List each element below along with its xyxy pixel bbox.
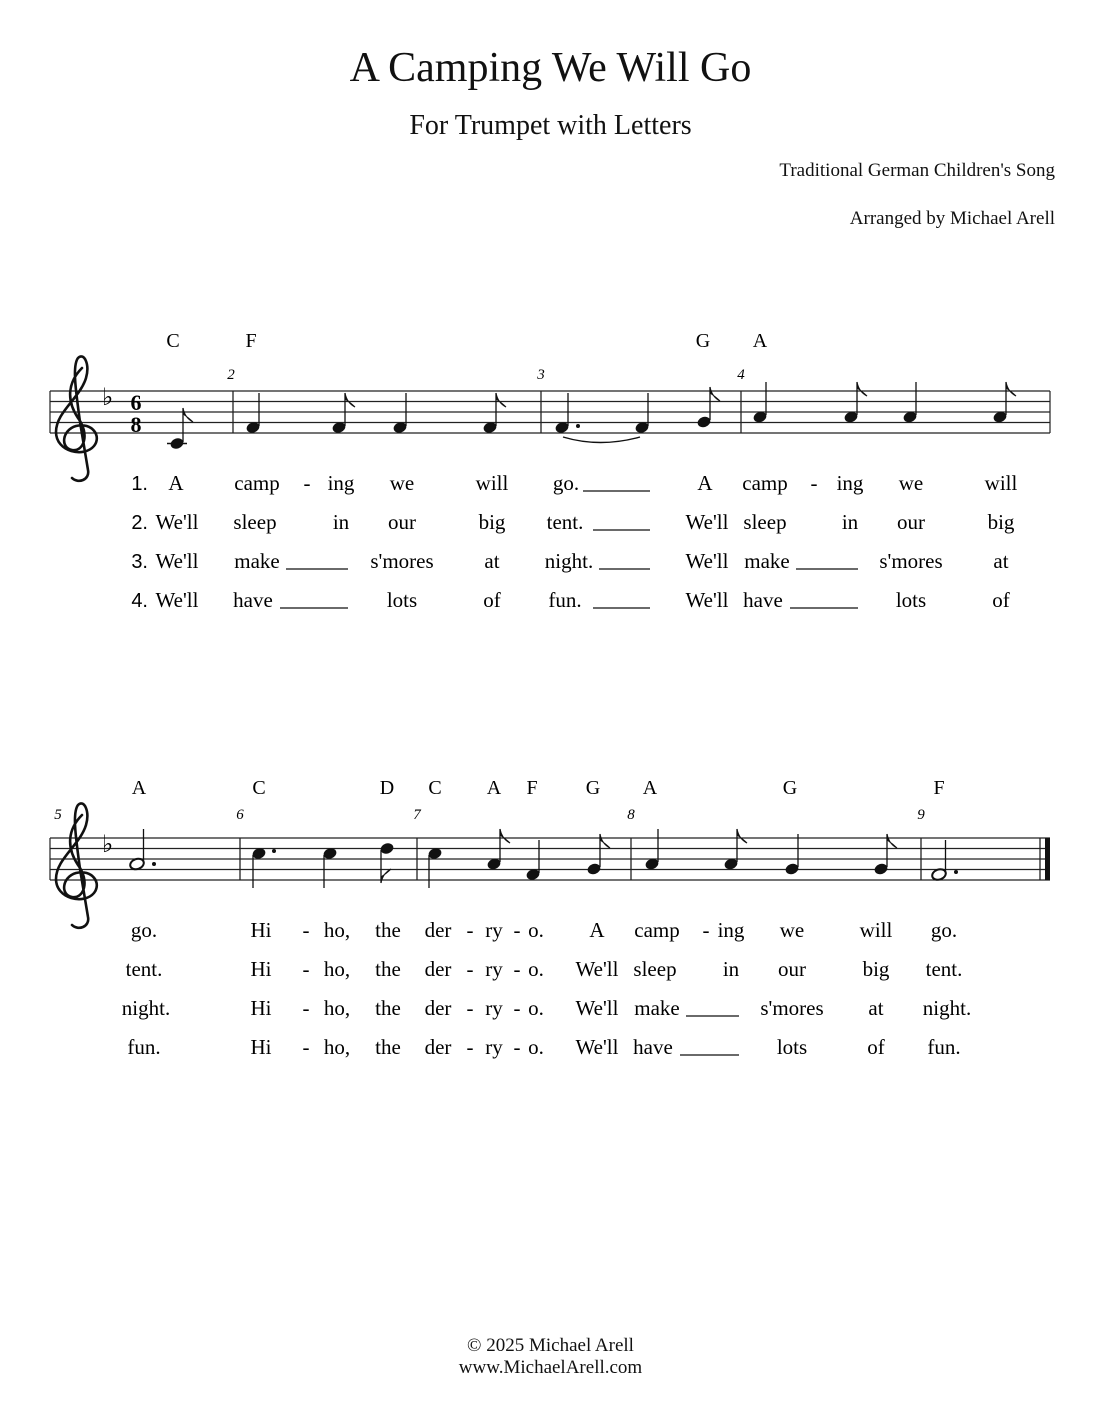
note-flag	[500, 829, 510, 843]
lyric-syllable: We'll	[575, 996, 619, 1020]
lyric-syllable: lots	[895, 588, 927, 612]
dot	[954, 870, 958, 874]
lyric-syllable: -	[302, 918, 310, 942]
arranger-credit: Arranged by Michael Arell	[849, 208, 1055, 229]
measure-number: 8	[627, 807, 635, 823]
lyric-syllable: in	[722, 957, 740, 981]
lyric-syllable: Hi	[250, 996, 272, 1020]
lyric-syllable: at	[868, 996, 884, 1020]
measure-number: 2	[227, 367, 235, 383]
lyric-syllable: A	[697, 471, 713, 495]
lyric-syllable: tent.	[925, 957, 963, 981]
lyric-syllable: have	[743, 588, 783, 612]
flat-key-signature: ♭	[102, 830, 114, 858]
lyric-syllable: night.	[544, 549, 594, 573]
lyric-syllable: -	[810, 471, 818, 495]
note-letter: A	[486, 777, 502, 799]
time-signature-top: 6	[130, 390, 142, 415]
lyric-syllable: go.	[930, 918, 958, 942]
song-title: A Camping We Will Go	[349, 45, 752, 91]
measure-number: 6	[236, 807, 244, 823]
lyric-syllable: -	[513, 1035, 521, 1059]
lyric-syllable: at	[993, 549, 1009, 573]
lyric-syllable: big	[987, 510, 1015, 534]
tie	[563, 437, 640, 443]
lyric-syllable: sleep	[743, 510, 787, 534]
lyric-syllable: of	[867, 1035, 885, 1059]
lyric-syllable: -	[513, 918, 521, 942]
lyric-syllable: ry	[485, 918, 503, 942]
note-letter: A	[752, 330, 768, 352]
lyric-syllable: Hi	[250, 957, 272, 981]
lyric-syllable: our	[388, 510, 416, 534]
lyric-syllable: ing	[836, 471, 864, 495]
lyric-syllable: s'mores	[879, 549, 943, 573]
lyric-syllable: the	[375, 1035, 401, 1059]
note-letter: C	[166, 330, 180, 352]
lyric-syllable: the	[375, 918, 401, 942]
lyric-syllable: We'll	[575, 957, 619, 981]
staff-lines	[50, 838, 1050, 880]
note-letter: F	[526, 777, 538, 799]
note-letter: F	[933, 777, 945, 799]
lyric-syllable: We'll	[575, 1035, 619, 1059]
lyric-syllable: tent.	[125, 957, 163, 981]
lyric-syllable: camp	[234, 471, 280, 495]
note-flag	[710, 387, 720, 401]
time-signature-bottom: 8	[130, 412, 142, 437]
lyric-syllable: have	[233, 588, 273, 612]
lyric-syllable: big	[862, 957, 890, 981]
lyric-syllable: ry	[485, 1035, 503, 1059]
lyric-syllable: lots	[776, 1035, 808, 1059]
note-letter: A	[131, 777, 147, 799]
lyric-syllable: -	[303, 471, 311, 495]
website-link[interactable]: www.MichaelArell.com	[458, 1357, 643, 1378]
lyric-syllable: fun.	[927, 1035, 961, 1059]
lyric-syllable: our	[897, 510, 925, 534]
lyric-syllable: der	[424, 918, 452, 942]
lyric-syllable: make	[234, 549, 280, 573]
lyric-syllable: Hi	[250, 918, 272, 942]
measure-number: 4	[737, 367, 745, 383]
lyric-syllable: ho,	[323, 996, 351, 1020]
lyric-syllable: night.	[922, 996, 972, 1020]
lyric-syllable: We'll	[155, 549, 199, 573]
lyric-syllable: big	[478, 510, 506, 534]
lyric-syllable: Hi	[250, 1035, 272, 1059]
lyric-syllable: go.	[552, 471, 580, 495]
lyric-syllable: ho,	[323, 918, 351, 942]
lyric-syllable: at	[484, 549, 500, 573]
lyric-syllable: We'll	[155, 588, 199, 612]
lyric-syllable: ry	[485, 957, 503, 981]
note-flag	[496, 393, 506, 407]
lyric-syllable: have	[633, 1035, 673, 1059]
lyric-syllable: We'll	[685, 588, 729, 612]
lyric-syllable: o.	[528, 918, 544, 942]
lyric-syllable: fun.	[127, 1035, 161, 1059]
note-letter: D	[379, 777, 395, 799]
note-flag	[737, 829, 747, 843]
lyric-syllable: s'mores	[370, 549, 434, 573]
verse-number: 4.	[131, 590, 148, 612]
dot	[576, 424, 580, 428]
staff-lines	[50, 391, 1050, 433]
lyric-syllable: A	[168, 471, 184, 495]
note-letter: G	[695, 330, 711, 352]
lyric-syllable: the	[375, 957, 401, 981]
lyric-syllable: ho,	[323, 957, 351, 981]
note-letter: F	[245, 330, 257, 352]
measure-numbers	[227, 367, 745, 383]
song-subtitle: For Trumpet with Letters	[409, 110, 692, 141]
lyric-syllable: ho,	[323, 1035, 351, 1059]
lyrics	[131, 471, 1017, 612]
lyric-syllable: o.	[528, 1035, 544, 1059]
lyric-syllable: -	[466, 996, 474, 1020]
composer-credit: Traditional German Children's Song	[779, 160, 1055, 181]
lyric-syllable: the	[375, 996, 401, 1020]
lyric-syllable: will	[984, 471, 1018, 495]
lyric-syllable: tent.	[546, 510, 584, 534]
lyric-syllable: we	[779, 918, 805, 942]
lyric-syllable: -	[302, 996, 310, 1020]
lyric-syllable: our	[778, 957, 806, 981]
note-letters	[132, 777, 945, 799]
lyric-syllable: will	[859, 918, 893, 942]
lyric-syllable: A	[589, 918, 605, 942]
measure-number: 9	[917, 807, 925, 823]
lyric-syllable: make	[634, 996, 680, 1020]
lyric-syllable: will	[475, 471, 509, 495]
lyric-syllable: of	[483, 588, 501, 612]
note-letter: A	[642, 777, 658, 799]
verse-number: 3.	[131, 551, 148, 573]
lyric-syllable: lots	[386, 588, 418, 612]
flat-key-signature: ♭	[102, 383, 114, 411]
lyric-syllable: night.	[121, 996, 171, 1020]
lyric-syllable: of	[992, 588, 1010, 612]
note-flag	[1006, 382, 1016, 396]
lyric-syllable: -	[513, 957, 521, 981]
lyric-syllable: sleep	[633, 957, 677, 981]
verse-number: 2.	[131, 512, 148, 534]
lyric-syllable: o.	[528, 996, 544, 1020]
note-flag	[887, 834, 897, 848]
lyric-syllable: make	[744, 549, 790, 573]
lyric-syllable: fun.	[548, 588, 582, 612]
lyric-syllable: we	[898, 471, 924, 495]
lyric-syllable: -	[466, 1035, 474, 1059]
lyric-syllable: -	[302, 1035, 310, 1059]
copyright-notice: © 2025 Michael Arell	[467, 1335, 634, 1356]
treble-clef-icon	[56, 803, 97, 927]
lyric-syllable: -	[466, 957, 474, 981]
verse-number: 1.	[131, 473, 148, 495]
lyric-syllable: der	[424, 957, 452, 981]
note-letter: C	[252, 777, 266, 799]
lyrics	[122, 918, 971, 1059]
note-flag	[600, 834, 610, 848]
lyric-syllable: s'mores	[760, 996, 824, 1020]
lyric-syllable: in	[841, 510, 859, 534]
lyric-syllable: sleep	[233, 510, 277, 534]
lyric-syllable: We'll	[685, 510, 729, 534]
lyric-syllable: -	[702, 918, 710, 942]
dot	[152, 862, 156, 866]
lyric-syllable: der	[424, 1035, 452, 1059]
lyric-syllable: ry	[485, 996, 503, 1020]
measure-number: 5	[54, 807, 62, 823]
note-flag	[381, 869, 391, 883]
note-flag	[857, 382, 867, 396]
lyric-syllable: we	[389, 471, 415, 495]
lyric-syllable: camp	[634, 918, 680, 942]
treble-clef-icon	[56, 356, 97, 480]
lyric-syllable: We'll	[155, 510, 199, 534]
measure-numbers	[54, 807, 925, 823]
lyric-syllable: -	[513, 996, 521, 1020]
note-letter: G	[585, 777, 601, 799]
lyric-syllable: ing	[717, 918, 745, 942]
lyric-syllable: go.	[130, 918, 158, 942]
note-letter: G	[782, 777, 798, 799]
lyric-syllable: in	[332, 510, 350, 534]
lyric-syllable: -	[466, 918, 474, 942]
lyric-syllable: -	[302, 957, 310, 981]
lyric-syllable: ing	[327, 471, 355, 495]
lyric-syllable: We'll	[685, 549, 729, 573]
note-flag	[183, 408, 193, 422]
measure-number: 7	[413, 807, 421, 823]
measure-number: 3	[537, 367, 545, 383]
note-flag	[345, 393, 355, 407]
dot	[272, 849, 276, 853]
lyric-syllable: camp	[742, 471, 788, 495]
lyric-syllable: der	[424, 996, 452, 1020]
final-barline-thick	[1045, 838, 1050, 880]
staff-system-2	[50, 777, 1050, 1059]
staff-system-1	[50, 330, 1050, 612]
note-letters	[166, 330, 767, 352]
note-letter: C	[428, 777, 442, 799]
lyric-syllable: o.	[528, 957, 544, 981]
notes	[167, 382, 1016, 450]
